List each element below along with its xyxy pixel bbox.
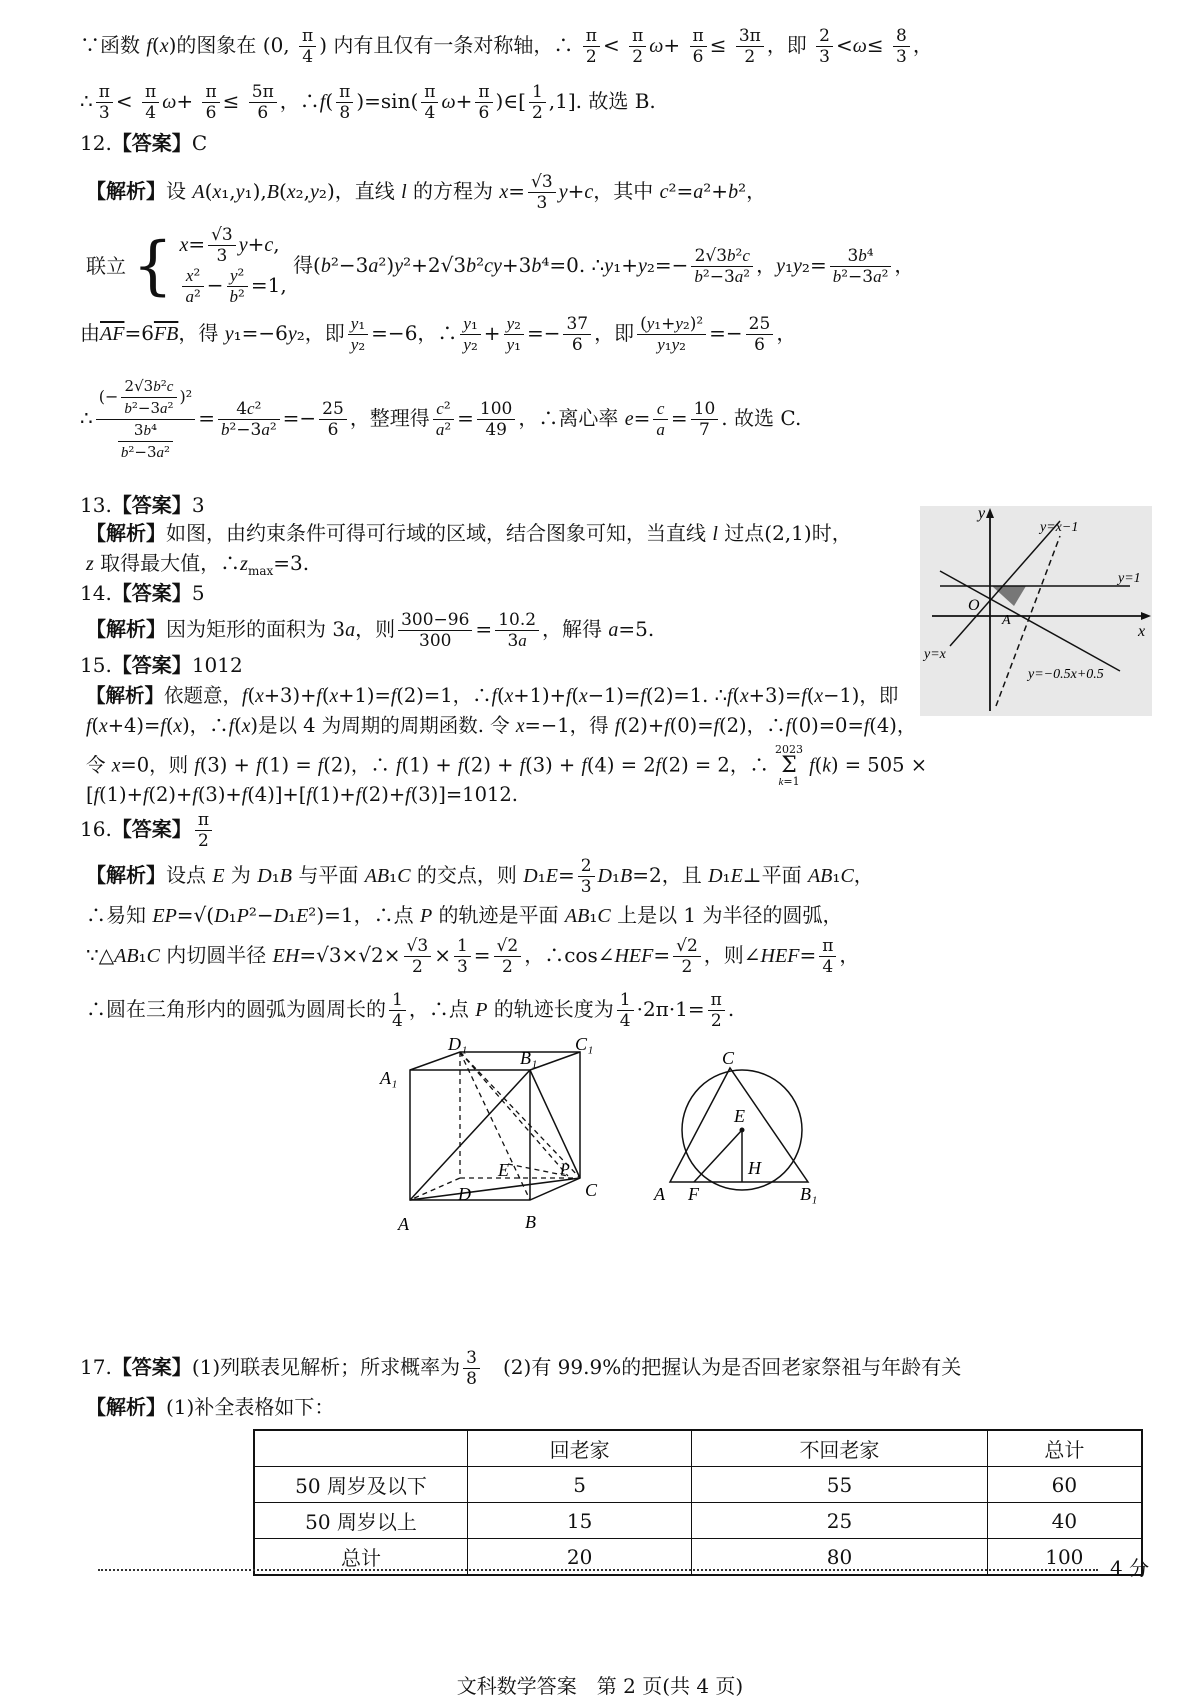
line-24: 【解析】(1)补全表格如下：	[86, 1395, 335, 1419]
table-header-cell: 不回老家	[692, 1430, 987, 1467]
line-8: 13.【答案】3	[80, 493, 205, 517]
line-22: ∴圆在三角形内的圆弧为圆周长的 $\frac{1}{4}$ ，∴点 P 的轨迹长度为 $\frac{1}{4}$ ·2π·1= $\frac{\pi}{2}$ .	[86, 990, 735, 1031]
line-5: 联立 { x= $\frac{√3}{3}$ y+c, $\frac{\text{x²}}{\text{a²}}$ − $\frac{\text{y²}}{\text{b²}}$ =1, 得(b²−3a²)y²+2√3b²cy+3b⁴=0. ∴y₁+y₂=− $\frac{\text{2√3b²c}}{\text{b²−3a²}}$ ，y₁y₂= $\frac{\text{3b⁴}}{\text{b²−3a²}}$ ，	[86, 225, 915, 307]
cube-label-c: C	[585, 1180, 598, 1200]
table-cell: 50 周岁以上	[254, 1503, 468, 1539]
line-16: 令 x=0，则 f(3) + f(1) = f(2)，∴ f(1) + f(2) + f(3) + f(4) = 2f(2) = 2，∴ 2023 Σ k=1 f(k) = 505 ×	[86, 743, 928, 788]
axis-y-label: y	[978, 505, 986, 522]
linear-programming-figure	[920, 506, 1152, 716]
line-3: 12.【答案】C	[80, 131, 208, 155]
table-cell: 5	[468, 1467, 692, 1503]
line-1: ∵函数 f(x)的图象在 (0, $\frac{\pi}{4}$ ) 内有且仅有一条对称轴，∴ $\frac{\pi}{2}$ < $\frac{\pi}{2}$ ω+ $\frac{\pi}{6}$ ≤ $\frac{3\pi}{2}$ ，即 $\frac{2}{3}$ <ω≤ $\frac{8}{3}$ ，	[80, 26, 933, 67]
table-cell: 100	[987, 1539, 1142, 1576]
cube-label-p: P	[560, 1161, 570, 1178]
table-cell: 40	[987, 1503, 1142, 1539]
table-cell: 总计	[254, 1539, 468, 1576]
table-header-cell: 回老家	[468, 1430, 692, 1467]
point-a-label: A	[1002, 613, 1011, 628]
line-18: 16.【答案】 $\frac{\pi}{2}$	[80, 810, 215, 851]
cube-label-c1: C₁	[575, 1034, 594, 1054]
line-17: [f(1)+f(2)+f(3)+f(4)]+[f(1)+f(2)+f(3)]=1012.	[86, 783, 518, 806]
circle-label-e: E	[734, 1106, 745, 1126]
line-14: 【解析】依题意，f(x+3)+f(x+1)=f(2)=1，∴f(x+1)+f(x−1)=f(2)=1. ∴f(x+3)=f(x−1)，即	[86, 684, 899, 707]
line-label-3: y=x	[924, 647, 946, 662]
line-9: 【解析】如图，由约束条件可得可行域的区域，结合图象可知，当直线 l 过点(2,1)时，	[86, 521, 852, 545]
circle-label-a: A	[654, 1184, 665, 1204]
cube-label-e: E	[498, 1160, 509, 1180]
cube-label-b: B	[525, 1212, 536, 1232]
circle-label-c: C	[722, 1048, 735, 1068]
cube-label-d: D	[458, 1184, 471, 1204]
circle-label-f: F	[688, 1184, 699, 1204]
table-header-row	[254, 1430, 1142, 1467]
table-cell: 60	[987, 1467, 1142, 1503]
line-6: 由$\overline{AF}=6\overline{FB}$，得 y₁=−6y₂，即 $\frac{\text{y₁}}{\text{y₂}}$ =−6，∴ $\frac{\text{y₁}}{\text{y₂}}$ + $\frac{\text{y₂}}{\text{y₁}}$ =− $\frac{37}{6}$ ，即 $\frac{\text{(y₁+y₂)²}}{\text{y₁y₂}}$ =− $\frac{25}{6}$ ，	[80, 314, 797, 355]
table-cell: 25	[692, 1503, 987, 1539]
table-row	[254, 1467, 1142, 1503]
line-20: ∴易知 EP=√(D₁P²−D₁E²)=1，∴点 P 的轨迹是平面 AB₁C 上是以 1 为半径的圆弧，	[86, 903, 843, 927]
line-label-2: y=1	[1118, 571, 1141, 586]
line-11: 14.【答案】5	[80, 581, 205, 605]
line-21: ∵△AB₁C 内切圆半径 EH=√3×√2× $\frac{√3}{2}$ × $\frac{1}{3}$ = $\frac{√2}{2}$ ，∴cos∠HEF= $\frac{√2}{2}$ ，则∠HEF= $\frac{\pi}{4}$ ，	[86, 936, 860, 977]
score-label: 4 分	[1110, 1556, 1150, 1580]
line-19: 【解析】设点 E 为 D₁B 与平面 AB₁C 的交点，则 D₁E= $\frac{2}{3}$ D₁B=2，且 D₁E⊥平面 AB₁C，	[86, 856, 874, 897]
line-12: 【解析】因为矩形的面积为 3a，则 $\frac{300-96}{300}$ = $\frac{10.2}{3a}$ ，解得 a=5.	[86, 610, 655, 651]
table-cell: 50 周岁及以下	[254, 1467, 468, 1503]
cube-label-a1: A₁	[380, 1068, 398, 1088]
circle-label-h: H	[748, 1158, 761, 1178]
dotted-leader	[98, 1561, 1098, 1571]
cube-label-d1: D₁	[448, 1034, 468, 1054]
line-7: ∴ (− $\frac{\text{2√3b²c}}{\text{b²−3a²}}$ )² $\frac{\text{3b⁴}}{\text{b²−3a²}}$ = $\frac{\text{4c²}}{\text{b²−3a²}}$ =− $\frac{25}{6}$ ，整理得 $\frac{\text{c²}}{\text{a²}}$ = $\frac{100}{49}$ ，∴离心率 e= $\frac{c}{a}$ = $\frac{10}{7}$ . 故选 C.	[80, 377, 802, 461]
line-4: 【解析】设 A(x₁,y₁),B(x₂,y₂)，直线 l 的方程为 x= $\frac{√3}{3}$ y+c，其中 c²=a²+b²，	[86, 172, 767, 213]
table-cell: 15	[468, 1503, 692, 1539]
line-23: 17.【答案】(1)列联表见解析；所求概率为 $\frac{3}{8}$ (2)有 99.9%的把握认为是否回老家祭祖与年龄有关	[80, 1348, 962, 1389]
cube-label-b1: B₁	[520, 1048, 538, 1068]
table-cell: 80	[692, 1539, 987, 1576]
axis-x-label: x	[1138, 623, 1146, 640]
line-label-1: y=x−1	[1040, 520, 1079, 535]
line-label-4: y=−0.5x+0.5	[1028, 667, 1104, 682]
table-header-cell: 总计	[987, 1430, 1142, 1467]
cube-figure	[380, 1034, 610, 1250]
page-footer: 文科数学答案 第 2 页(共 4 页)	[456, 1674, 744, 1698]
table-cell: 20	[468, 1539, 692, 1576]
table-header-cell	[254, 1430, 468, 1467]
line-10: z 取得最大值，$\therefore z_{max}=3$.	[86, 551, 310, 578]
contingency-table	[253, 1429, 1143, 1576]
cube-label-a: A	[398, 1214, 409, 1234]
line-2: ∴ $\frac{\pi}{3}$ < $\frac{\pi}{4}$ ω+ $\frac{\pi}{6}$ ≤ $\frac{5\pi}{6}$ ，∴f( $\frac{\pi}{8}$ )=sin( $\frac{\pi}{4}$ ω+ $\frac{\pi}{6}$ )∈[ $\frac{1}{2}$ ,1]. 故选 B.	[80, 82, 656, 123]
origin-label: O	[968, 597, 980, 614]
incircle-figure	[650, 1050, 830, 1250]
table-row	[254, 1503, 1142, 1539]
circle-label-b1: B₁	[800, 1184, 818, 1204]
line-15: f(x+4)=f(x)，∴f(x)是以 4 为周期的周期函数. 令 x=−1，得 f(2)+f(0)=f(2)，∴f(0)=0=f(4)，	[86, 714, 917, 737]
line-13: 15.【答案】1012	[80, 653, 243, 677]
table-cell: 55	[692, 1467, 987, 1503]
